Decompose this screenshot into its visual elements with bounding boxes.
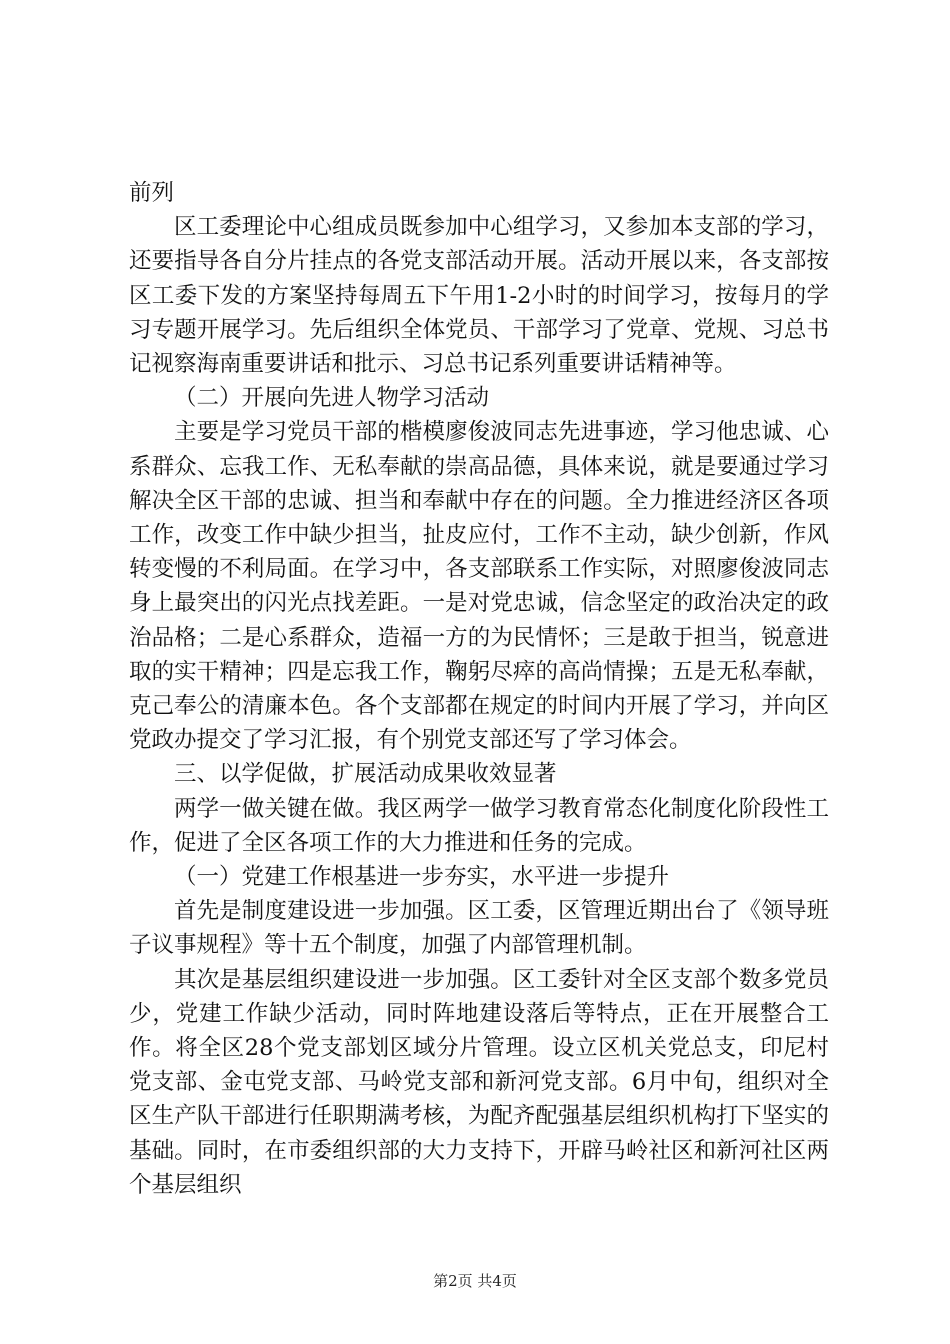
paragraph-8: 首先是制度建设进一步加强。区工委，区管理近期出台了《领导班子议事规程》等十五个制度，加强了内部管理机制。 [129, 898, 829, 959]
section-heading-2: （二）开展向先进人物学习活动 [174, 385, 490, 412]
paragraph-1: 前列 [129, 180, 175, 206]
page-footer: 第2页 共4页 [433, 1272, 517, 1290]
section-heading-3: 三、以学促做，扩展活动成果收效显著 [174, 761, 557, 788]
section-heading-3-1: （一）党建工作根基进一步夯实，水平进一步提升 [174, 864, 670, 891]
paragraph-6: 两学一做关键在做。我区两学一做学习教育常态化制度化阶段性工作，促进了全区各项工作的大力推进和任务的完成。 [129, 795, 829, 856]
paragraph-2: 区工委理论中心组成员既参加中心组学习，又参加本支部的学习，还要指导各自分片挂点的各党支部活动开展。活动开展以来，各支部按区工委下发的方案坚持每周五下午用1-2小时的时间学习，按每月的学习专题开展学习。先后组织全体党员、干部学习了党章、党规、习总书记视察海南重要讲话和批示、习总书记系列重要讲话精神等。 [129, 214, 829, 378]
paragraph-9: 其次是基层组织建设进一步加强。区工委针对全区支部个数多党员少，党建工作缺少活动，同时阵地建设落后等特点，正在开展整合工作。将全区28个党支部划区域分片管理。设立区机关党总支，印尼村党支部、金屯党支部、马岭党支部和新河党支部。6月中旬，组织对全区生产队干部进行任职期满考核，为配齐配强基层组织机构打下坚实的基础。同时，在市委组织部的大力支持下，开辟马岭社区和新河社区两个基层组织 [129, 966, 829, 1198]
document-body [129, 176, 829, 1202]
paragraph-4: 主要是学习党员干部的楷模廖俊波同志先进事迹，学习他忠诚、心系群众、忘我工作、无私奉献的崇高品德，具体来说，就是要通过学习解决全区干部的忠诚、担当和奉献中存在的问题。全力推进经济区各项工作，改变工作中缺少担当，扯皮应付，工作不主动，缺少创新，作风转变慢的不利局面。在学习中，各支部联系工作实际，对照廖俊波同志身上最突出的闪光点找差距。一是对党忠诚，信念坚定的政治决定的政治品格；二是心系群众，造福一方的为民情怀；三是敢于担当，锐意进取的实干精神；四是忘我工作，鞠躬尽瘁的高尚情操；五是无私奉献，克己奉公的清廉本色。各个支部都在规定的时间内开展了学习，并向区党政办提交了学习汇报，有个别党支部还写了学习体会。 [129, 419, 829, 754]
